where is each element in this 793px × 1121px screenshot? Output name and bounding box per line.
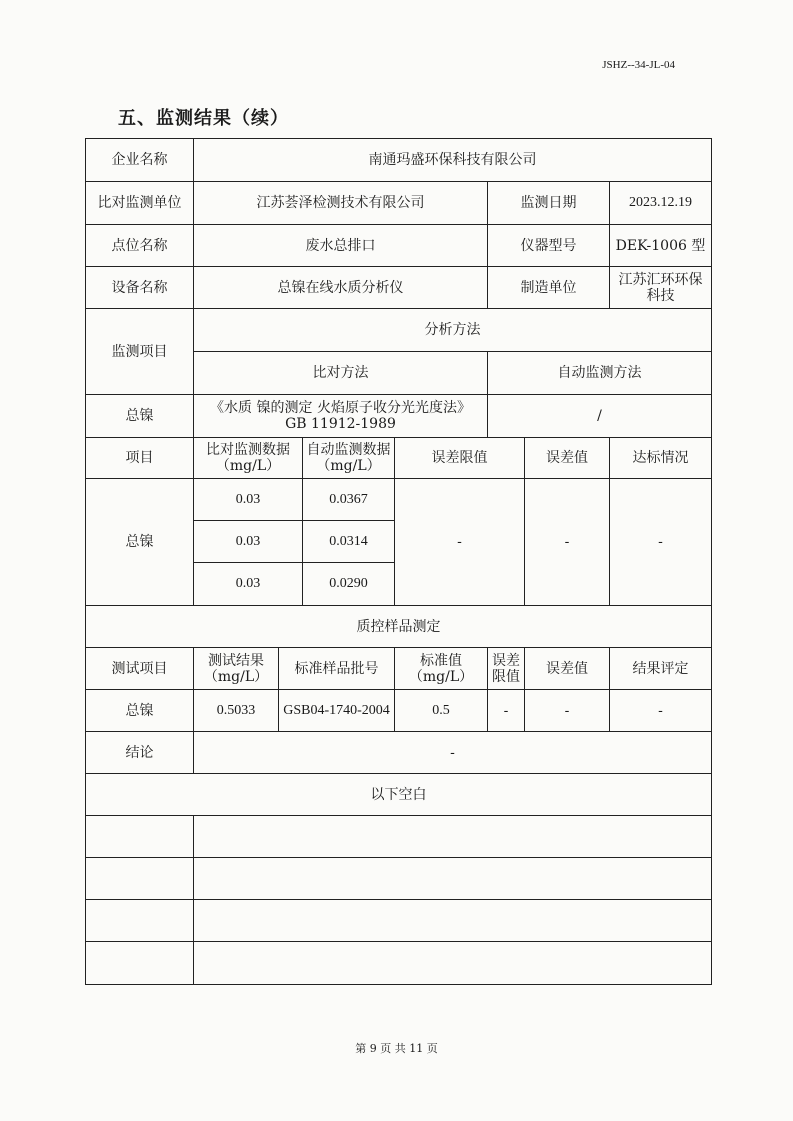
- qc-error-header: 误差值: [525, 648, 610, 690]
- results-item-header: 项目: [86, 438, 194, 479]
- qc-limit-value: -: [488, 690, 525, 732]
- model-value: DEK-1006 型: [610, 225, 712, 267]
- document-code: JSHZ--34-JL-04: [602, 59, 675, 71]
- results-limit-header: 误差限值: [395, 438, 525, 479]
- device-label: 设备名称: [86, 267, 194, 309]
- compare-method-label: 比对方法: [194, 352, 488, 395]
- row-device: [86, 267, 712, 309]
- blank-note: 以下空白: [86, 774, 712, 816]
- qc-limit-header: 误差限值: [488, 648, 525, 690]
- conclusion-label: 结论: [86, 732, 194, 774]
- point-label: 点位名称: [86, 225, 194, 267]
- results-status-header: 达标情况: [610, 438, 712, 479]
- item-label: 监测项目: [86, 309, 194, 395]
- table-row: [86, 690, 712, 732]
- results-compare-header: 比对监测数据（mg/L）: [194, 438, 303, 479]
- empty-row: [86, 942, 712, 985]
- row-results-header: [86, 438, 712, 479]
- row-point: [86, 225, 712, 267]
- auto-method-value: /: [488, 395, 712, 438]
- row-method-value: [86, 395, 712, 438]
- compare-unit-label: 比对监测单位: [86, 182, 194, 225]
- qc-std-header: 标准值（mg/L）: [395, 648, 488, 690]
- auto-method-label: 自动监测方法: [488, 352, 712, 395]
- auto-value: 0.0314: [303, 521, 395, 563]
- auto-value: 0.0367: [303, 479, 395, 521]
- model-label: 仪器型号: [488, 225, 610, 267]
- row-compare-unit: [86, 182, 712, 225]
- row-conclusion: [86, 732, 712, 774]
- maker-value: 江苏汇环环保科技: [610, 267, 712, 309]
- monitoring-results-table: [85, 138, 712, 985]
- company-value: 南通玛盛环保科技有限公司: [194, 139, 712, 182]
- page-footer: 第 9 页 共 11 页: [355, 1042, 438, 1055]
- conclusion-value: -: [194, 732, 712, 774]
- date-label: 监测日期: [488, 182, 610, 225]
- empty-row: [86, 900, 712, 942]
- qc-batch-value: GSB04-1740-2004: [279, 690, 395, 732]
- qc-item-value: 总镍: [86, 690, 194, 732]
- qc-item-header: 测试项目: [86, 648, 194, 690]
- auto-value: 0.0290: [303, 563, 395, 606]
- error-value: -: [525, 479, 610, 606]
- empty-row: [86, 858, 712, 900]
- results-error-header: 误差值: [525, 438, 610, 479]
- row-qc-header: [86, 648, 712, 690]
- method-item-value: 总镍: [86, 395, 194, 438]
- results-item-value: 总镍: [86, 479, 194, 606]
- row-blank-note: [86, 774, 712, 816]
- qc-std-value: 0.5: [395, 690, 488, 732]
- empty-row: [86, 816, 712, 858]
- method-header: 分析方法: [194, 309, 712, 352]
- date-value: 2023.12.19: [610, 182, 712, 225]
- qc-error-value: -: [525, 690, 610, 732]
- point-value: 废水总排口: [194, 225, 488, 267]
- compare-unit-value: 江苏荟泽检测技术有限公司: [194, 182, 488, 225]
- device-value: 总镍在线水质分析仪: [194, 267, 488, 309]
- compare-method-value: 《水质 镍的测定 火焰原子收分光光度法》GB 11912-1989: [194, 395, 488, 438]
- company-label: 企业名称: [86, 139, 194, 182]
- compare-value: 0.03: [194, 479, 303, 521]
- qc-result-header: 测试结果（mg/L）: [194, 648, 279, 690]
- row-qc-title: [86, 606, 712, 648]
- row-method-header: [86, 309, 712, 352]
- status-value: -: [610, 479, 712, 606]
- limit-value: -: [395, 479, 525, 606]
- compare-value: 0.03: [194, 521, 303, 563]
- qc-eval-value: -: [610, 690, 712, 732]
- qc-eval-header: 结果评定: [610, 648, 712, 690]
- compare-value: 0.03: [194, 563, 303, 606]
- qc-result-value: 0.5033: [194, 690, 279, 732]
- table-row: [86, 479, 712, 521]
- qc-batch-header: 标准样品批号: [279, 648, 395, 690]
- row-company: [86, 139, 712, 182]
- qc-title: 质控样品测定: [86, 606, 712, 648]
- results-auto-header: 自动监测数据（mg/L）: [303, 438, 395, 479]
- section-title: 五、监测结果（续）: [118, 108, 289, 129]
- maker-label: 制造单位: [488, 267, 610, 309]
